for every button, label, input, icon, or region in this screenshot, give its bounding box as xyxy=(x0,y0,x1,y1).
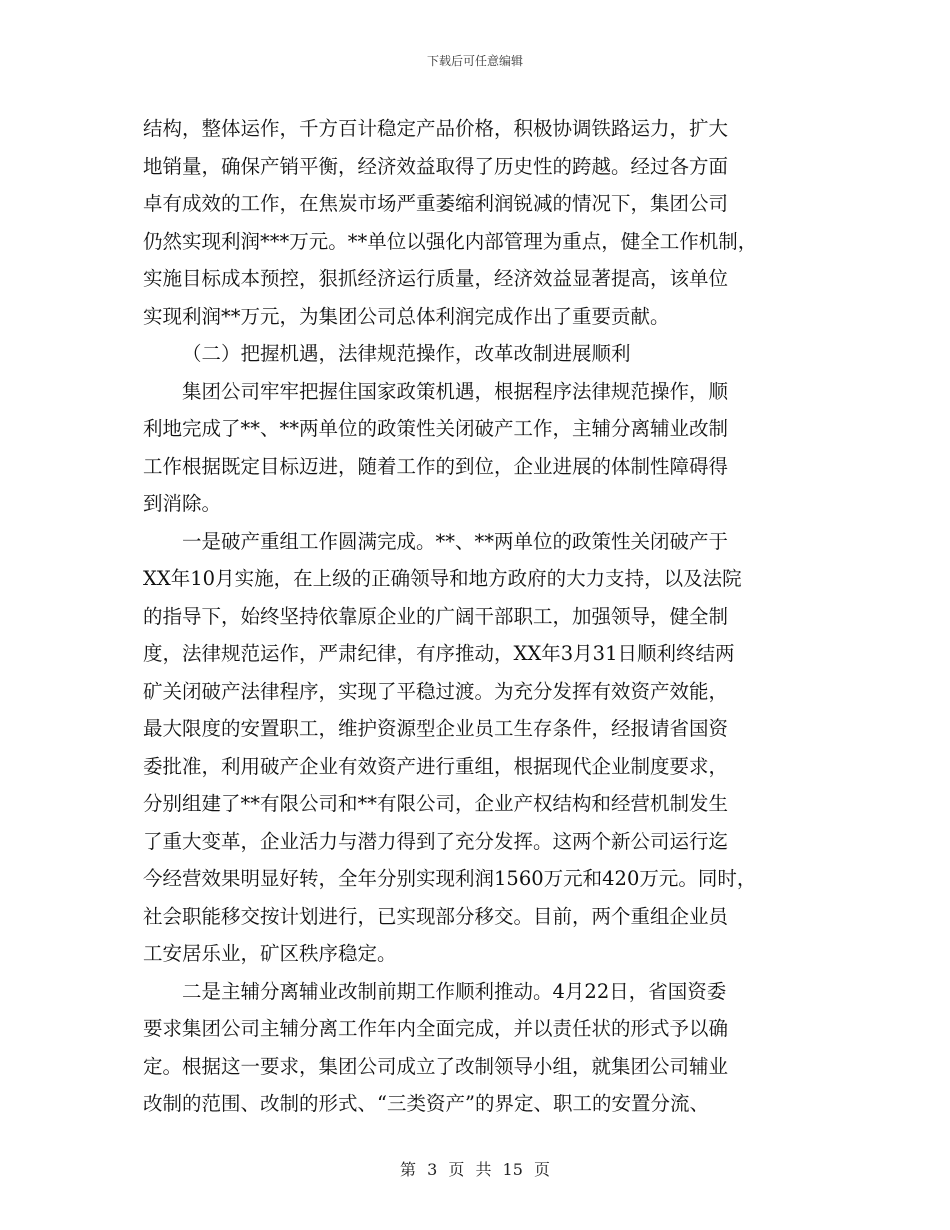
text-line: 要求集团公司主辅分离工作年内全面完成，并以责任状的形式予以确 xyxy=(143,1017,729,1040)
text-line: 工作根据既定目标迈进，随着工作的到位，企业进展的体制性障碍得 xyxy=(143,454,729,478)
text-line: 地销量，确保产销平衡，经济效益取得了历史性的跨越。经过各方面 xyxy=(143,154,729,178)
text-line: 结构，整体运作，千方百计稳定产品价格，积极协调铁路运力，扩大 xyxy=(143,117,729,140)
text-line: 委批准，利用破产企业有效资产进行重组，根据现代企业制度要求， xyxy=(143,754,729,778)
text-line: 集团公司牢牢把握住国家政策机遇，根据程序法律规范操作，顺 xyxy=(182,379,729,403)
text-line: 社会职能移交按计划进行，已实现部分移交。目前，两个重组企业员 xyxy=(143,904,729,928)
section-heading: （二）把握机遇，法律规范操作，改革改制进展顺利 xyxy=(182,342,631,365)
text-line: 度，法律规范运作，严肃纪律，有序推动，XX年3月31日顺利终结两 xyxy=(143,642,735,665)
text-line: 最大限度的安置职工，维护资源型企业员工生存条件，经报请省国资 xyxy=(143,717,729,740)
text-line: 利地完成了**、**两单位的政策性关闭破产工作，主辅分离辅业改制 xyxy=(143,417,729,440)
text-line: 工安居乐业，矿区秩序稳定。 xyxy=(143,942,397,965)
text-line: 矿关闭破产法律程序，实现了平稳过渡。为充分发挥有效资产效能， xyxy=(143,679,729,703)
text-line: 了重大变革，企业活力与潜力得到了充分发挥。这两个新公司运行迄 xyxy=(143,829,729,853)
text-line: 今经营效果明显好转，全年分别实现利润1560万元和420万元。同时， xyxy=(143,867,757,890)
text-line: 到消除。 xyxy=(143,492,222,515)
text-line: 实施目标成本预控，狠抓经济运行质量，经济效益显著提高，该单位 xyxy=(143,267,729,290)
document-body xyxy=(143,110,823,1123)
text-line: 改制的范围、改制的形式、“三类资产”的界定、职工的安置分流、 xyxy=(143,1092,709,1115)
text-line: 定。根据这一要求，集团公司成立了改制领导小组，就集团公司辅业 xyxy=(143,1054,729,1078)
page-footer: 第 3 页 共 15 页 xyxy=(400,1160,550,1179)
text-line: 的指导下，始终坚持依靠原企业的广阔干部职工，加强领导，健全制 xyxy=(143,604,729,628)
text-line: 一是破产重组工作圆满完成。**、**两单位的政策性关闭破产于 xyxy=(182,529,729,553)
text-line: 分别组建了**有限公司和**有限公司，企业产权结构和经营机制发生 xyxy=(143,792,729,815)
text-line: 实现利润**万元，为集团公司总体利润完成作出了重要贡献。 xyxy=(143,304,670,328)
text-line: 卓有成效的工作，在焦炭市场严重萎缩利润锐减的情况下，集团公司 xyxy=(143,192,729,215)
text-line: 二是主辅分离辅业改制前期工作顺利推动。4月22日，省国资委 xyxy=(182,979,727,1003)
page-header: 下载后可任意编辑 xyxy=(426,54,523,68)
text-line: 仍然实现利润***万元。**单位以强化内部管理为重点，健全工作机制， xyxy=(143,229,758,253)
text-line: XX年10月实施，在上级的正确领导和地方政府的大力支持，以及法院 xyxy=(143,567,742,590)
